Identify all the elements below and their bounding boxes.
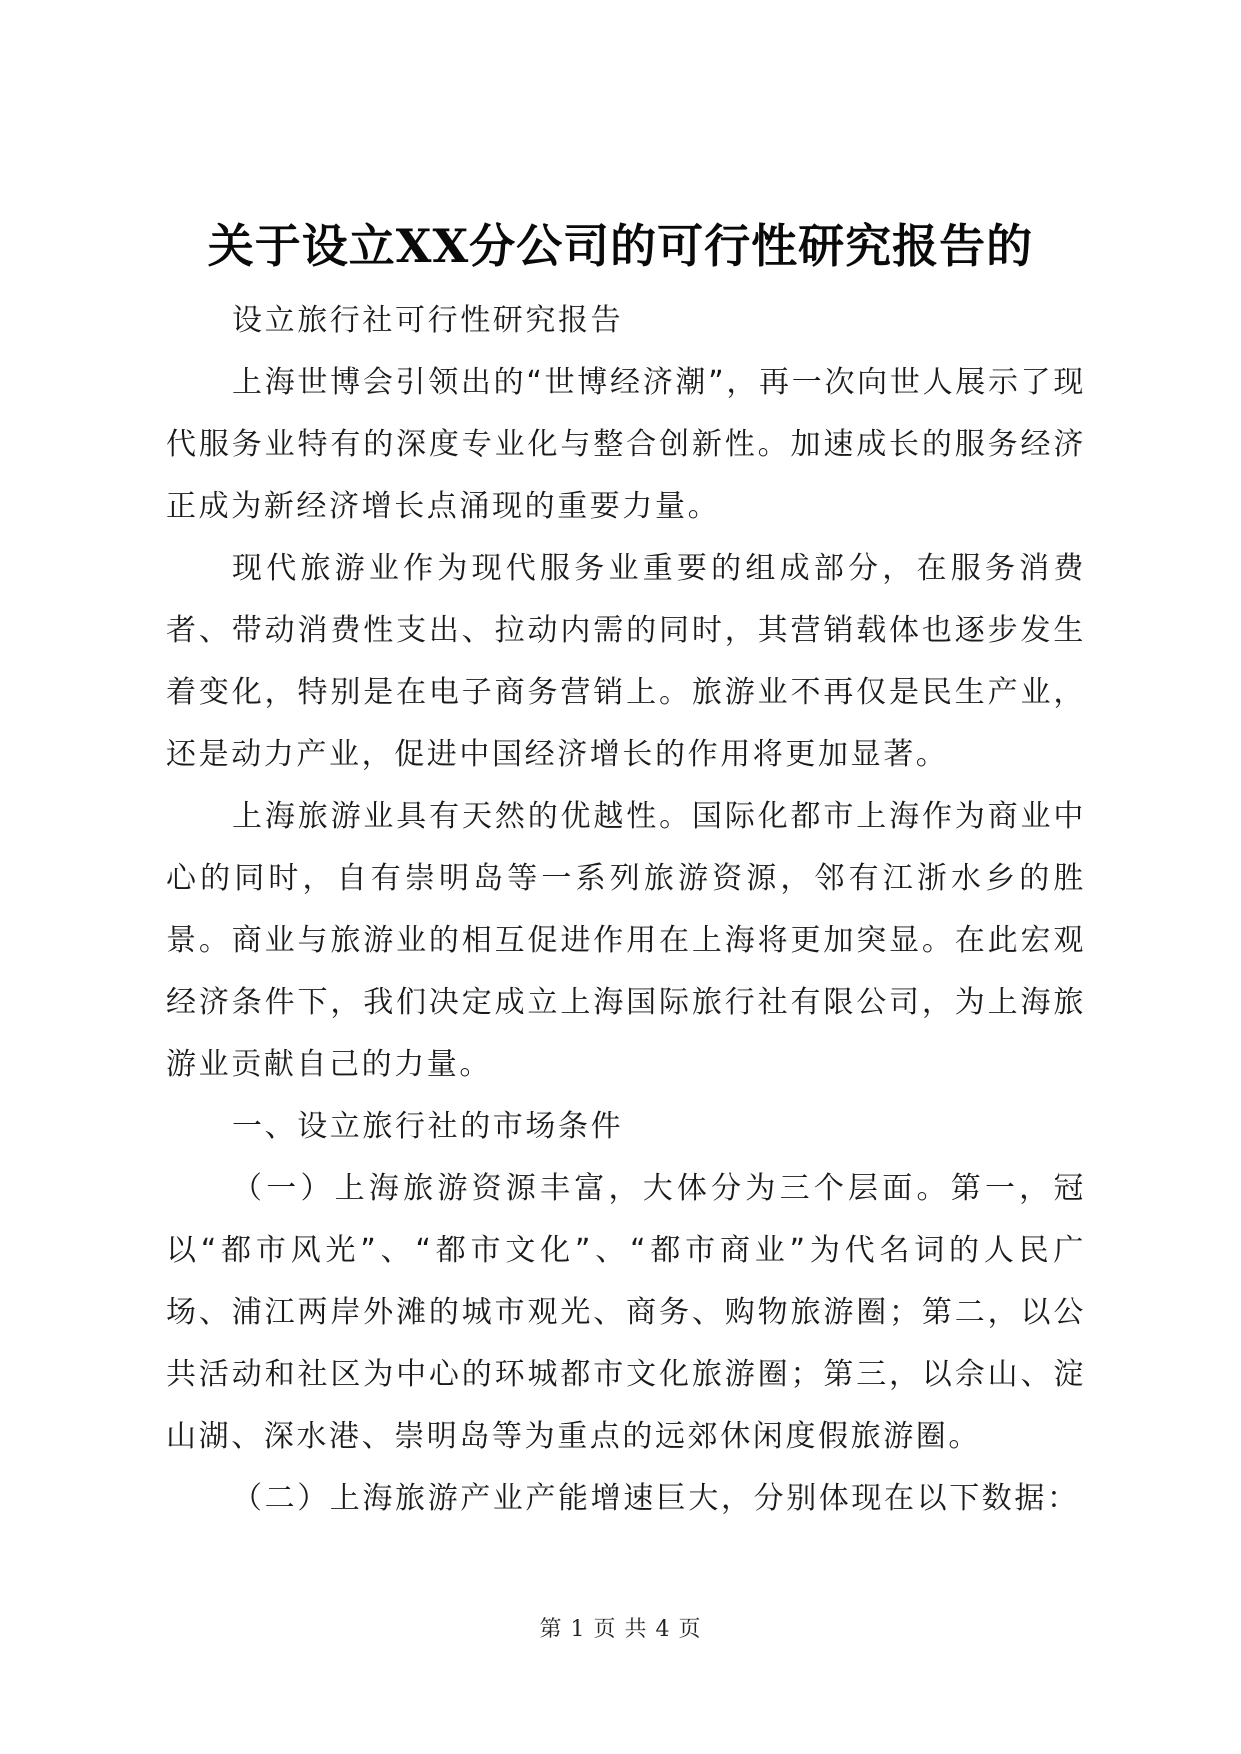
paragraph-subtitle: 设立旅行社可行性研究报告	[232, 303, 624, 338]
document-title: 关于设立XX分公司的可行性研究报告的	[207, 219, 1034, 273]
paragraph: 上海旅游业具有天然的优越性。国际化都市上海作为商业中心的同时，自有崇明岛等一系列旅游资源，邻有江浙水乡的胜景。商业与旅游业的相互促进作用在上海将更加突显。在此宏观经济条件下，我们决定成立上海国际旅行社有限公司，为上海旅游业贡献自己的力量。	[166, 799, 1086, 1082]
paragraph: 上海世博会引领出的“世博经济潮”，再一次向世人展示了现代服务业特有的深度专业化与整合创新性。加速成长的服务经济正成为新经济增长点涌现的重要力量。	[166, 365, 1086, 524]
document-body	[166, 290, 1086, 1530]
paragraph: （一）上海旅游资源丰富，大体分为三个层面。第一，冠以“都市风光”、“都市文化”、“都市商业”为代名词的人民广场、浦江两岸外滩的城市观光、商务、购物旅游圈；第二，以公共活动和社区为中心的环城都市文化旅游圈；第三，以佘山、淀山湖、深水港、崇明岛等为重点的远郊休闲度假旅游圈。	[166, 1171, 1086, 1454]
page-footer: 第 1 页 共 4 页	[539, 1617, 702, 1642]
section-heading: 一、设立旅行社的市场条件	[232, 1109, 624, 1144]
paragraph: （二）上海旅游产业产能增速巨大，分别体现在以下数据：	[232, 1481, 1080, 1516]
paragraph: 现代旅游业作为现代服务业重要的组成部分，在服务消费者、带动消费性支出、拉动内需的同时，其营销载体也逐步发生着变化，特别是在电子商务营销上。旅游业不再仅是民生产业，还是动力产业，促进中国经济增长的作用将更加显著。	[166, 551, 1086, 772]
